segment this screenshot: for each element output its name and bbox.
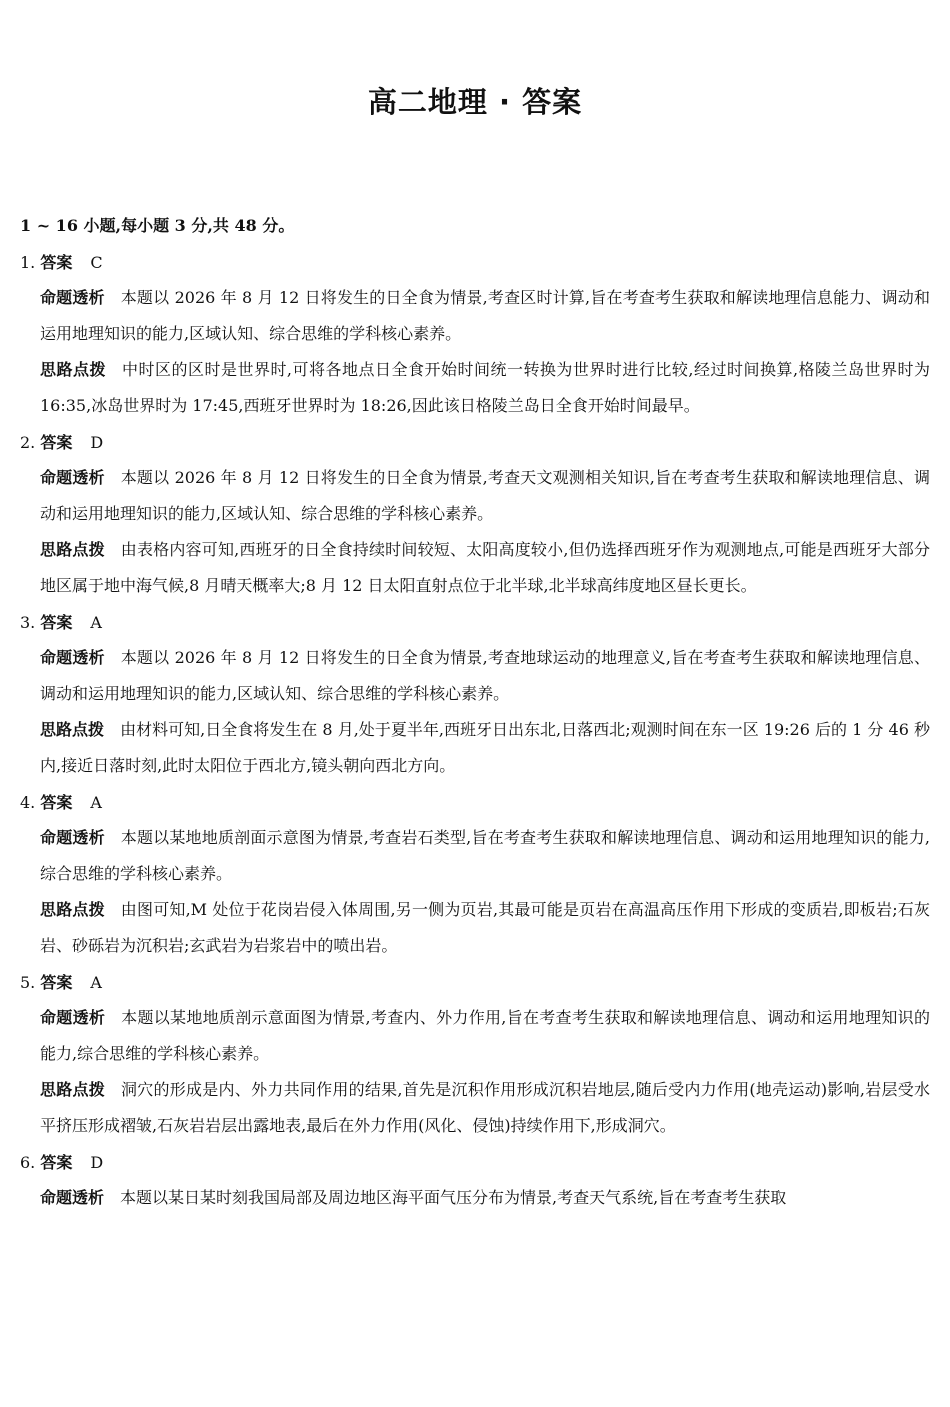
analysis-label: 命题透析 — [40, 1008, 106, 1027]
hint-label: 思路点拨 — [40, 360, 106, 379]
question-header — [20, 786, 930, 820]
analysis-paragraph — [20, 820, 930, 892]
hint-text: 洞穴的形成是内、外力共同作用的结果,首先是沉积作用形成沉积岩地层,随后受内力作用(地壳运动)影响,岩层受水平挤压形成褶皱,石灰岩岩层出露地表,最后在外力作用(风化、侵蚀)持续作用下,形成洞穴。 — [40, 1080, 930, 1135]
hint-label: 思路点拨 — [40, 1080, 106, 1099]
answer-value: C — [90, 253, 103, 272]
analysis-paragraph — [20, 640, 930, 712]
question-number: 3. — [20, 613, 41, 632]
page-title: 高二地理 · 答案 — [367, 85, 583, 119]
analysis-label: 命题透析 — [40, 288, 105, 307]
answer-label: 答案 — [40, 793, 73, 812]
answer-label: 答案 — [40, 613, 73, 632]
analysis-paragraph — [20, 1000, 930, 1072]
analysis-label: 命题透析 — [40, 648, 105, 667]
answer-label: 答案 — [40, 433, 73, 452]
hint-text: 由表格内容可知,西班牙的日全食持续时间较短、太阳高度较小,但仍选择西班牙作为观测地点,可能是西班牙大部分地区属于地中海气候,8 月晴天概率大;8 月 12 日太阳直射点位于北半球,北半球高纬度地区昼长更长。 — [40, 540, 930, 595]
question-number: 6. — [20, 1153, 41, 1172]
answer-value: D — [90, 1153, 104, 1172]
question-header — [20, 246, 930, 280]
question-number: 1. — [20, 253, 41, 272]
hint-text: 由材料可知,日全食将发生在 8 月,处于夏半年,西班牙日出东北,日落西北;观测时间在东一区 19:26 后的 1 分 46 秒内,接近日落时刻,此时太阳位于西北方,镜头朝向西北方向。 — [40, 720, 930, 775]
hint-label: 思路点拨 — [40, 900, 105, 919]
question-header — [20, 966, 930, 1000]
hint-text: 中时区的区时是世界时,可将各地点日全食开始时间统一转换为世界时进行比较,经过时间换算,格陵兰岛世界时为 16:35,冰岛世界时为 17:45,西班牙世界时为 18:26,因此该日格陵兰岛日全食开始时间最早。 — [40, 360, 930, 415]
question-header — [20, 606, 930, 640]
analysis-text: 本题以 2026 年 8 月 12 日将发生的日全食为情景,考查区时计算,旨在考查考生获取和解读地理信息能力、调动和运用地理知识的能力,区域认知、综合思维的学科核心素养。 — [40, 288, 930, 343]
answer-value: D — [90, 433, 104, 452]
answer-value: A — [90, 613, 102, 632]
hint-label: 思路点拨 — [40, 720, 105, 739]
analysis-text: 本题以某地地质剖面示意图为情景,考查岩石类型,旨在考查考生获取和解读地理信息、调动和运用地理知识的能力,综合思维的学科核心素养。 — [40, 828, 930, 883]
analysis-paragraph — [20, 1180, 930, 1216]
analysis-label: 命题透析 — [40, 1188, 105, 1207]
hint-paragraph — [20, 532, 930, 604]
analysis-text: 本题以某日某时刻我国局部及周边地区海平面气压分布为情景,考查天气系统,旨在考查考生获取 — [120, 1188, 787, 1207]
analysis-label: 命题透析 — [40, 468, 105, 487]
hint-paragraph — [20, 712, 930, 784]
answer-value: A — [90, 973, 102, 992]
question-number: 2. — [20, 433, 41, 452]
section-intro: 1 ~ 16 小题,每小题 3 分,共 48 分。 — [20, 216, 295, 235]
hint-text: 由图可知,M 处位于花岗岩侵入体周围,另一侧为页岩,其最可能是页岩在高温高压作用下形成的变质岩,即板岩;石灰岩、砂砾岩为沉积岩;玄武岩为岩浆岩中的喷出岩。 — [40, 900, 930, 955]
question-header — [20, 426, 930, 460]
answer-label: 答案 — [40, 253, 73, 272]
analysis-text: 本题以 2026 年 8 月 12 日将发生的日全食为情景,考查地球运动的地理意义,旨在考查考生获取和解读地理信息、调动和运用地理知识的能力,区域认知、综合思维的学科核心素养。 — [40, 648, 930, 703]
answer-label: 答案 — [40, 1153, 73, 1172]
question-number: 4. — [20, 793, 41, 812]
analysis-paragraph — [20, 460, 930, 532]
analysis-text: 本题以 2026 年 8 月 12 日将发生的日全食为情景,考查天文观测相关知识,旨在考查考生获取和解读地理信息、调动和运用地理知识的能力,区域认知、综合思维的学科核心素养。 — [40, 468, 930, 523]
hint-paragraph — [20, 352, 930, 424]
answer-content — [20, 210, 930, 1216]
analysis-label: 命题透析 — [40, 828, 105, 847]
hint-paragraph — [20, 892, 930, 964]
question-number: 5. — [20, 973, 41, 992]
question-header — [20, 1146, 930, 1180]
hint-label: 思路点拨 — [40, 540, 105, 559]
answer-value: A — [90, 793, 102, 812]
hint-paragraph — [20, 1072, 930, 1144]
analysis-paragraph — [20, 280, 930, 352]
answer-label: 答案 — [40, 973, 73, 992]
analysis-text: 本题以某地地质剖示意面图为情景,考查内、外力作用,旨在考查考生获取和解读地理信息、调动和运用地理知识的能力,综合思维的学科核心素养。 — [40, 1008, 930, 1063]
